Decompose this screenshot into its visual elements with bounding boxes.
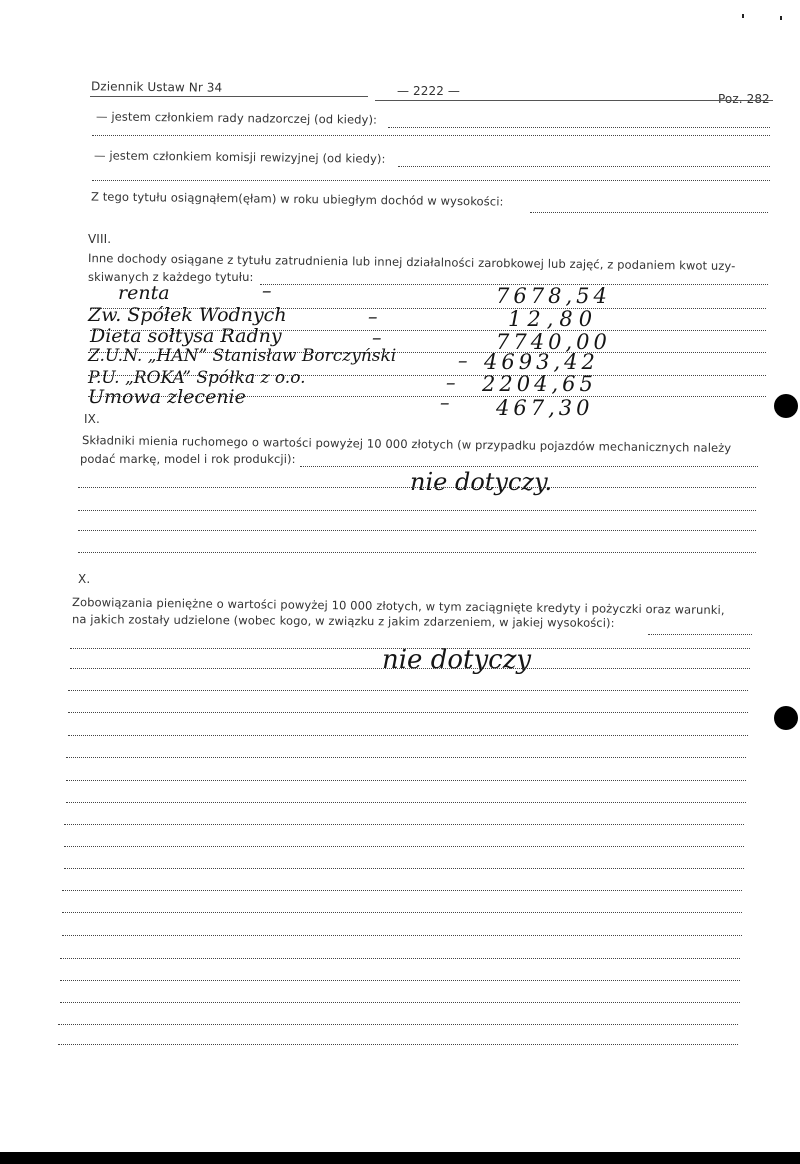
dotted-fill-line — [398, 166, 770, 167]
section-ix-answer: nie dotyczy. — [410, 468, 553, 496]
board-membership-label: — jestem członkiem rady nadzorczej (od kiedy): — [95, 109, 378, 127]
section-viii-prompt-line-2: skiwanych z każdego tytułu: — [88, 270, 254, 284]
dotted-fill-line — [64, 824, 744, 825]
section-viii-numeral: VIII. — [88, 232, 112, 246]
dotted-fill-line — [62, 935, 742, 936]
section-ix-prompt-line-2: podać markę, model i rok produkcji): — [80, 452, 296, 466]
audit-membership-label: — jestem członkiem komisji rewizyjnej (od kiedy): — [93, 148, 386, 166]
dotted-fill-line — [388, 127, 770, 128]
income-source: Dieta sołtysa Radny — [90, 325, 282, 347]
punch-hole — [774, 394, 798, 418]
dotted-fill-line — [68, 712, 748, 713]
dotted-fill-line — [78, 530, 756, 531]
income-source: Zw. Spółek Wodnych — [88, 304, 287, 326]
dotted-fill-line — [92, 135, 770, 136]
income-dash: – — [262, 280, 272, 302]
section-x-prompt-line-2: na jakich zostały udzielone (wobec kogo, w związku z jakim zdarzeniem, w jakiej wysokości): — [71, 612, 615, 630]
income-dash: – — [372, 327, 382, 349]
dotted-fill-line — [58, 1024, 738, 1025]
dotted-fill-line — [68, 690, 748, 691]
income-amount: 2204,65 — [482, 372, 597, 396]
dotted-fill-line — [64, 846, 744, 847]
income-amount: 7678,54 — [496, 284, 611, 308]
income-source: Umowa zlecenie — [88, 386, 246, 408]
dotted-fill-line — [68, 735, 748, 736]
section-x-prompt-line-1: Zobowiązania pieniężne o wartości powyżej 10 000 złotych, w tym zaciągnięte kredyty i pożyczki oraz warunki, — [71, 595, 725, 617]
scan-speck — [780, 16, 782, 20]
punch-hole — [774, 706, 798, 730]
dotted-fill-line — [78, 487, 756, 488]
section-x-numeral: X. — [78, 572, 91, 586]
income-source: P.U. „ROKA” Spółka z o.o. — [88, 368, 306, 388]
dotted-fill-line — [66, 802, 746, 803]
dotted-fill-line — [66, 757, 746, 758]
dotted-fill-line — [58, 1044, 738, 1045]
journal-title: Dziennik Ustaw Nr 34 — [90, 79, 223, 95]
header-rule — [90, 96, 368, 97]
dotted-fill-line — [70, 668, 750, 669]
income-dash: – — [446, 372, 456, 394]
income-amount: 467,30 — [496, 396, 594, 420]
income-amount: 4693,42 — [484, 350, 599, 374]
dotted-fill-line — [530, 212, 768, 213]
income-dash: – — [440, 392, 450, 414]
section-ix-numeral: IX. — [84, 412, 100, 426]
dotted-fill-line — [60, 958, 740, 959]
dotted-fill-line — [300, 466, 758, 467]
dotted-fill-line — [78, 552, 756, 553]
dotted-fill-line — [78, 510, 756, 511]
dotted-fill-line — [60, 1002, 740, 1003]
dotted-fill-line — [92, 180, 770, 181]
income-amount: 12,80 — [508, 307, 599, 331]
membership-income-label: Z tego tytułu osiągnąłem(ęłam) w roku ubiegłym dochód w wysokości: — [90, 189, 504, 209]
page-number: — 2222 — — [397, 84, 460, 98]
dotted-fill-line — [62, 912, 742, 913]
income-dash: – — [458, 350, 468, 372]
header-rule — [375, 100, 773, 101]
dotted-fill-line — [70, 648, 750, 649]
position-number: Poz. 282 — [718, 92, 770, 106]
scan-bottom-edge — [0, 1152, 800, 1164]
dotted-fill-line — [62, 890, 742, 891]
income-source: renta — [118, 282, 170, 304]
section-viii-prompt-line-1: Inne dochody osiągane z tytułu zatrudnienia lub innej działalności zarobkowej lub zajęć, z podaniem kwot uzy- — [87, 251, 736, 273]
section-ix-prompt-line-1: Składniki mienia ruchomego o wartości powyżej 10 000 złotych (w przypadku pojazdów mechanicznych należy — [81, 433, 732, 455]
dotted-fill-line — [648, 634, 752, 635]
dotted-fill-line — [64, 868, 744, 869]
income-source: Z.U.N. „HAN” Stanisław Borczyński — [88, 346, 397, 366]
section-x-answer: nie dotyczy — [382, 645, 532, 675]
income-amount: 7740,00 — [496, 330, 611, 354]
dotted-fill-line — [60, 980, 740, 981]
scan-speck — [742, 14, 744, 18]
dotted-fill-line — [66, 780, 746, 781]
income-dash: – — [368, 306, 378, 328]
